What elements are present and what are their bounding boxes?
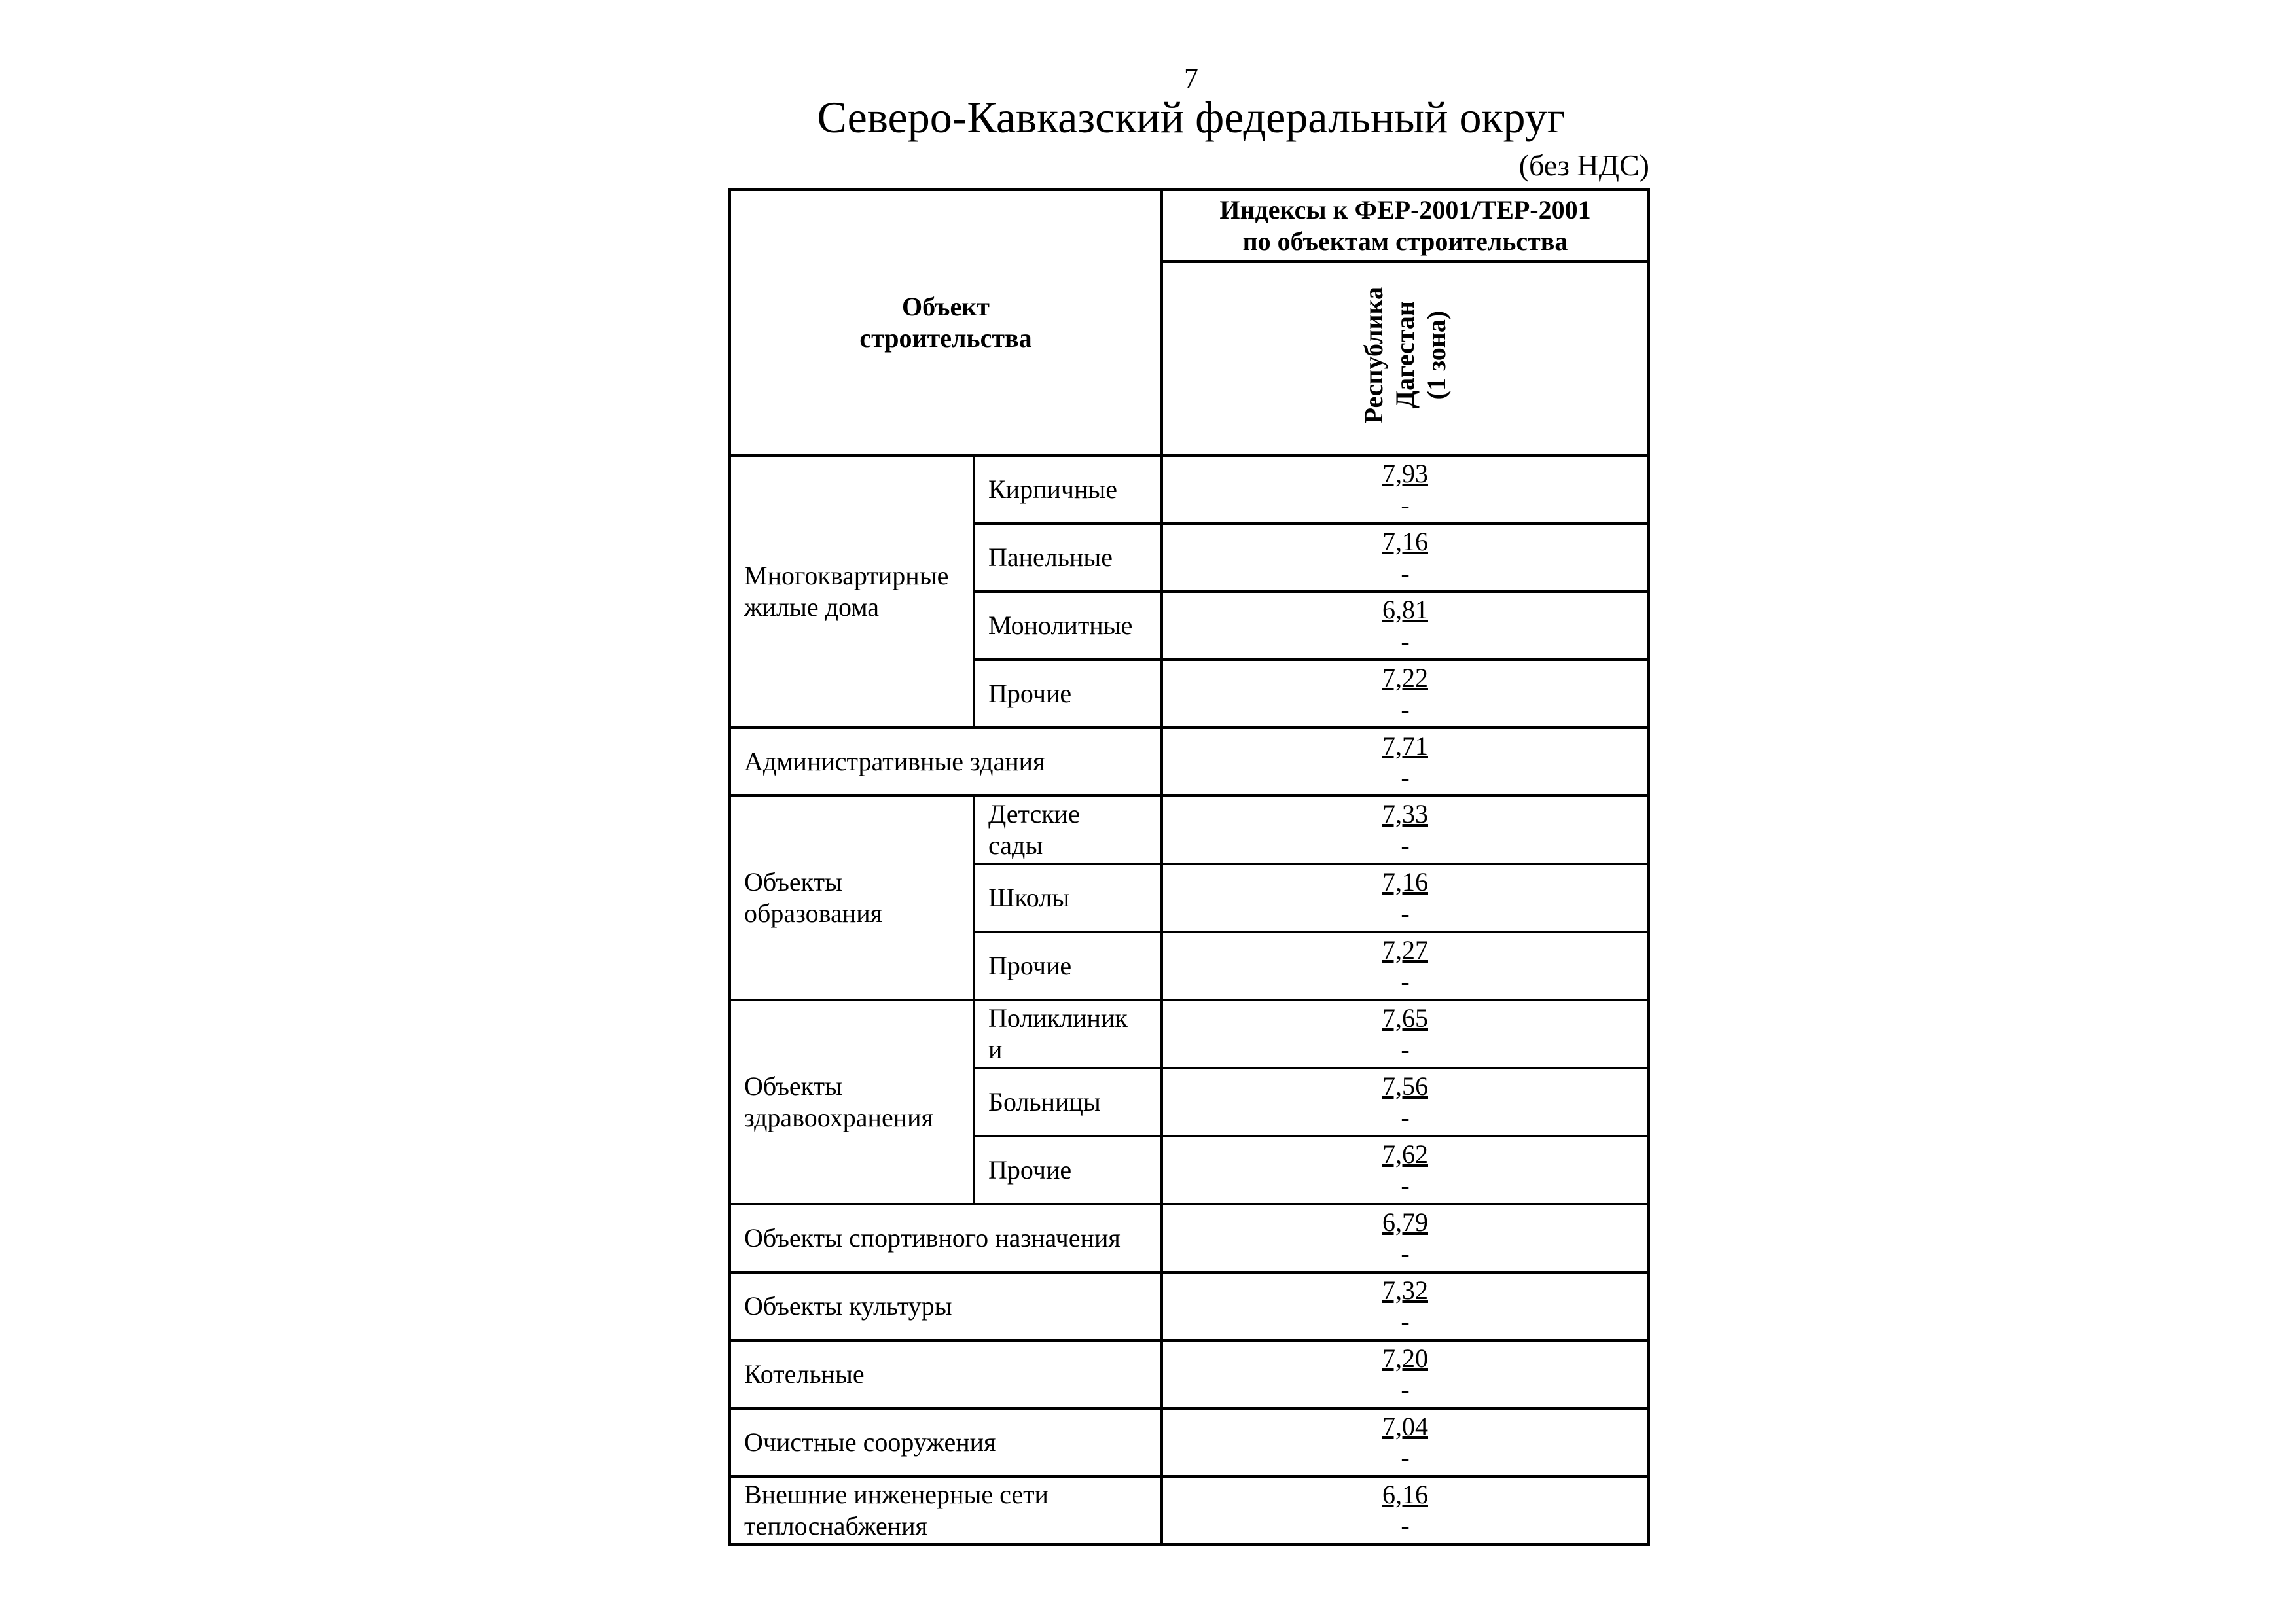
subtype-name: Прочие bbox=[988, 951, 1072, 980]
index-value: 7,93 bbox=[1382, 459, 1428, 488]
value-cell bbox=[1162, 455, 1649, 524]
subtype-name: Прочие bbox=[988, 1155, 1072, 1185]
secondary-value: - bbox=[1401, 899, 1410, 928]
secondary-value: - bbox=[1401, 626, 1410, 656]
group-name-cell bbox=[730, 796, 974, 1000]
table-row bbox=[730, 1476, 1649, 1544]
page-number: 7 bbox=[1184, 62, 1198, 94]
secondary-value: - bbox=[1401, 1511, 1410, 1541]
table-row bbox=[730, 1340, 1649, 1408]
table-row bbox=[730, 455, 1649, 524]
value-cell bbox=[1162, 1340, 1649, 1408]
subtype-cell bbox=[974, 455, 1162, 524]
subtype-name: Кирпичные bbox=[988, 474, 1118, 504]
secondary-value: - bbox=[1401, 1035, 1410, 1064]
object-name: Котельные bbox=[744, 1359, 865, 1389]
object-name-cell bbox=[730, 1340, 1162, 1408]
table-row bbox=[730, 728, 1649, 796]
subtype-name: Панельные bbox=[988, 543, 1113, 572]
value-cell bbox=[1162, 728, 1649, 796]
indices-header bbox=[1162, 190, 1649, 262]
object-column-header-text: Объект строительства bbox=[859, 292, 1032, 353]
value-cell bbox=[1162, 592, 1649, 660]
subtype-cell bbox=[974, 864, 1162, 932]
group-name-cell bbox=[730, 455, 974, 728]
secondary-value: - bbox=[1401, 967, 1410, 996]
object-name-cell bbox=[730, 1204, 1162, 1272]
index-value: 7,20 bbox=[1382, 1344, 1428, 1373]
subtype-cell bbox=[974, 660, 1162, 728]
value-cell bbox=[1162, 1272, 1649, 1340]
value-cell bbox=[1162, 1068, 1649, 1136]
subtype-name: Больницы bbox=[988, 1087, 1101, 1116]
index-value: 6,16 bbox=[1382, 1480, 1428, 1509]
secondary-value: - bbox=[1401, 1307, 1410, 1336]
group-name: Многоквартирные жилые дома bbox=[744, 561, 949, 622]
value-cell bbox=[1162, 1476, 1649, 1544]
subtype-name: Прочие bbox=[988, 679, 1072, 708]
subtype-cell bbox=[974, 592, 1162, 660]
subtype-cell bbox=[974, 1068, 1162, 1136]
region-header-text: Республика Дагестан (1 зона) bbox=[1359, 286, 1451, 424]
page-title: Северо-Кавказский федеральный округ bbox=[817, 92, 1566, 142]
index-value: 7,33 bbox=[1382, 799, 1428, 829]
value-cell bbox=[1162, 660, 1649, 728]
object-name: Объекты спортивного назначения bbox=[744, 1223, 1121, 1253]
secondary-value: - bbox=[1401, 558, 1410, 588]
object-name-cell bbox=[730, 1408, 1162, 1476]
secondary-value: - bbox=[1401, 830, 1410, 860]
index-value: 7,62 bbox=[1382, 1139, 1428, 1169]
object-name: Внешние инженерные сети теплоснабжения bbox=[744, 1480, 1049, 1541]
value-cell bbox=[1162, 524, 1649, 592]
group-name-cell bbox=[730, 1000, 974, 1204]
group-name: Объекты образования bbox=[744, 867, 882, 928]
object-name: Административные здания bbox=[744, 747, 1045, 776]
index-value: 7,22 bbox=[1382, 663, 1428, 692]
value-cell bbox=[1162, 864, 1649, 932]
object-name-cell bbox=[730, 1272, 1162, 1340]
object-name: Объекты культуры bbox=[744, 1291, 952, 1321]
table-row bbox=[730, 796, 1649, 864]
subtype-cell bbox=[974, 1000, 1162, 1068]
index-value: 6,81 bbox=[1382, 595, 1428, 624]
table-row bbox=[730, 1272, 1649, 1340]
index-table-wrapper bbox=[728, 188, 1650, 1546]
object-name-cell bbox=[730, 728, 1162, 796]
vat-note: (без НДС) bbox=[1518, 149, 1649, 182]
value-cell bbox=[1162, 932, 1649, 1000]
index-value: 7,56 bbox=[1382, 1071, 1428, 1101]
subtype-cell bbox=[974, 524, 1162, 592]
object-name-cell bbox=[730, 1476, 1162, 1544]
table-row bbox=[730, 1000, 1649, 1068]
table-row bbox=[730, 1408, 1649, 1476]
subtype-cell bbox=[974, 932, 1162, 1000]
subtype-name: Поликлиник и bbox=[988, 1003, 1128, 1064]
index-value: 7,16 bbox=[1382, 527, 1428, 556]
secondary-value: - bbox=[1401, 1103, 1410, 1132]
table-row bbox=[730, 1204, 1649, 1272]
secondary-value: - bbox=[1401, 1443, 1410, 1472]
value-cell bbox=[1162, 1204, 1649, 1272]
indices-header-text: Индексы к ФЕР-2001/ТЕР-2001 по объектам строительства bbox=[1219, 195, 1591, 256]
group-name: Объекты здравоохранения bbox=[744, 1071, 933, 1132]
region-header bbox=[1162, 262, 1649, 455]
secondary-value: - bbox=[1401, 762, 1410, 792]
subtype-cell bbox=[974, 796, 1162, 864]
object-name: Очистные сооружения bbox=[744, 1427, 996, 1457]
index-value: 7,65 bbox=[1382, 1003, 1428, 1033]
value-cell bbox=[1162, 1408, 1649, 1476]
value-cell bbox=[1162, 1000, 1649, 1068]
object-column-header bbox=[730, 190, 1162, 455]
index-value: 7,16 bbox=[1382, 867, 1428, 897]
subtype-name: Детские сады bbox=[988, 799, 1080, 860]
secondary-value: - bbox=[1401, 1171, 1410, 1200]
secondary-value: - bbox=[1401, 694, 1410, 724]
secondary-value: - bbox=[1401, 1375, 1410, 1404]
index-value: 7,32 bbox=[1382, 1275, 1428, 1305]
index-value: 7,71 bbox=[1382, 731, 1428, 760]
index-value: 7,04 bbox=[1382, 1412, 1428, 1441]
subtype-name: Школы bbox=[988, 883, 1070, 912]
secondary-value: - bbox=[1401, 1239, 1410, 1268]
index-value: 7,27 bbox=[1382, 935, 1428, 965]
value-cell bbox=[1162, 796, 1649, 864]
secondary-value: - bbox=[1401, 490, 1410, 520]
subtype-name: Монолитные bbox=[988, 611, 1133, 640]
index-table bbox=[728, 188, 1650, 1546]
header-row bbox=[730, 190, 1649, 262]
subtype-cell bbox=[974, 1136, 1162, 1204]
table-body bbox=[730, 455, 1649, 1544]
index-value: 6,79 bbox=[1382, 1207, 1428, 1237]
value-cell bbox=[1162, 1136, 1649, 1204]
